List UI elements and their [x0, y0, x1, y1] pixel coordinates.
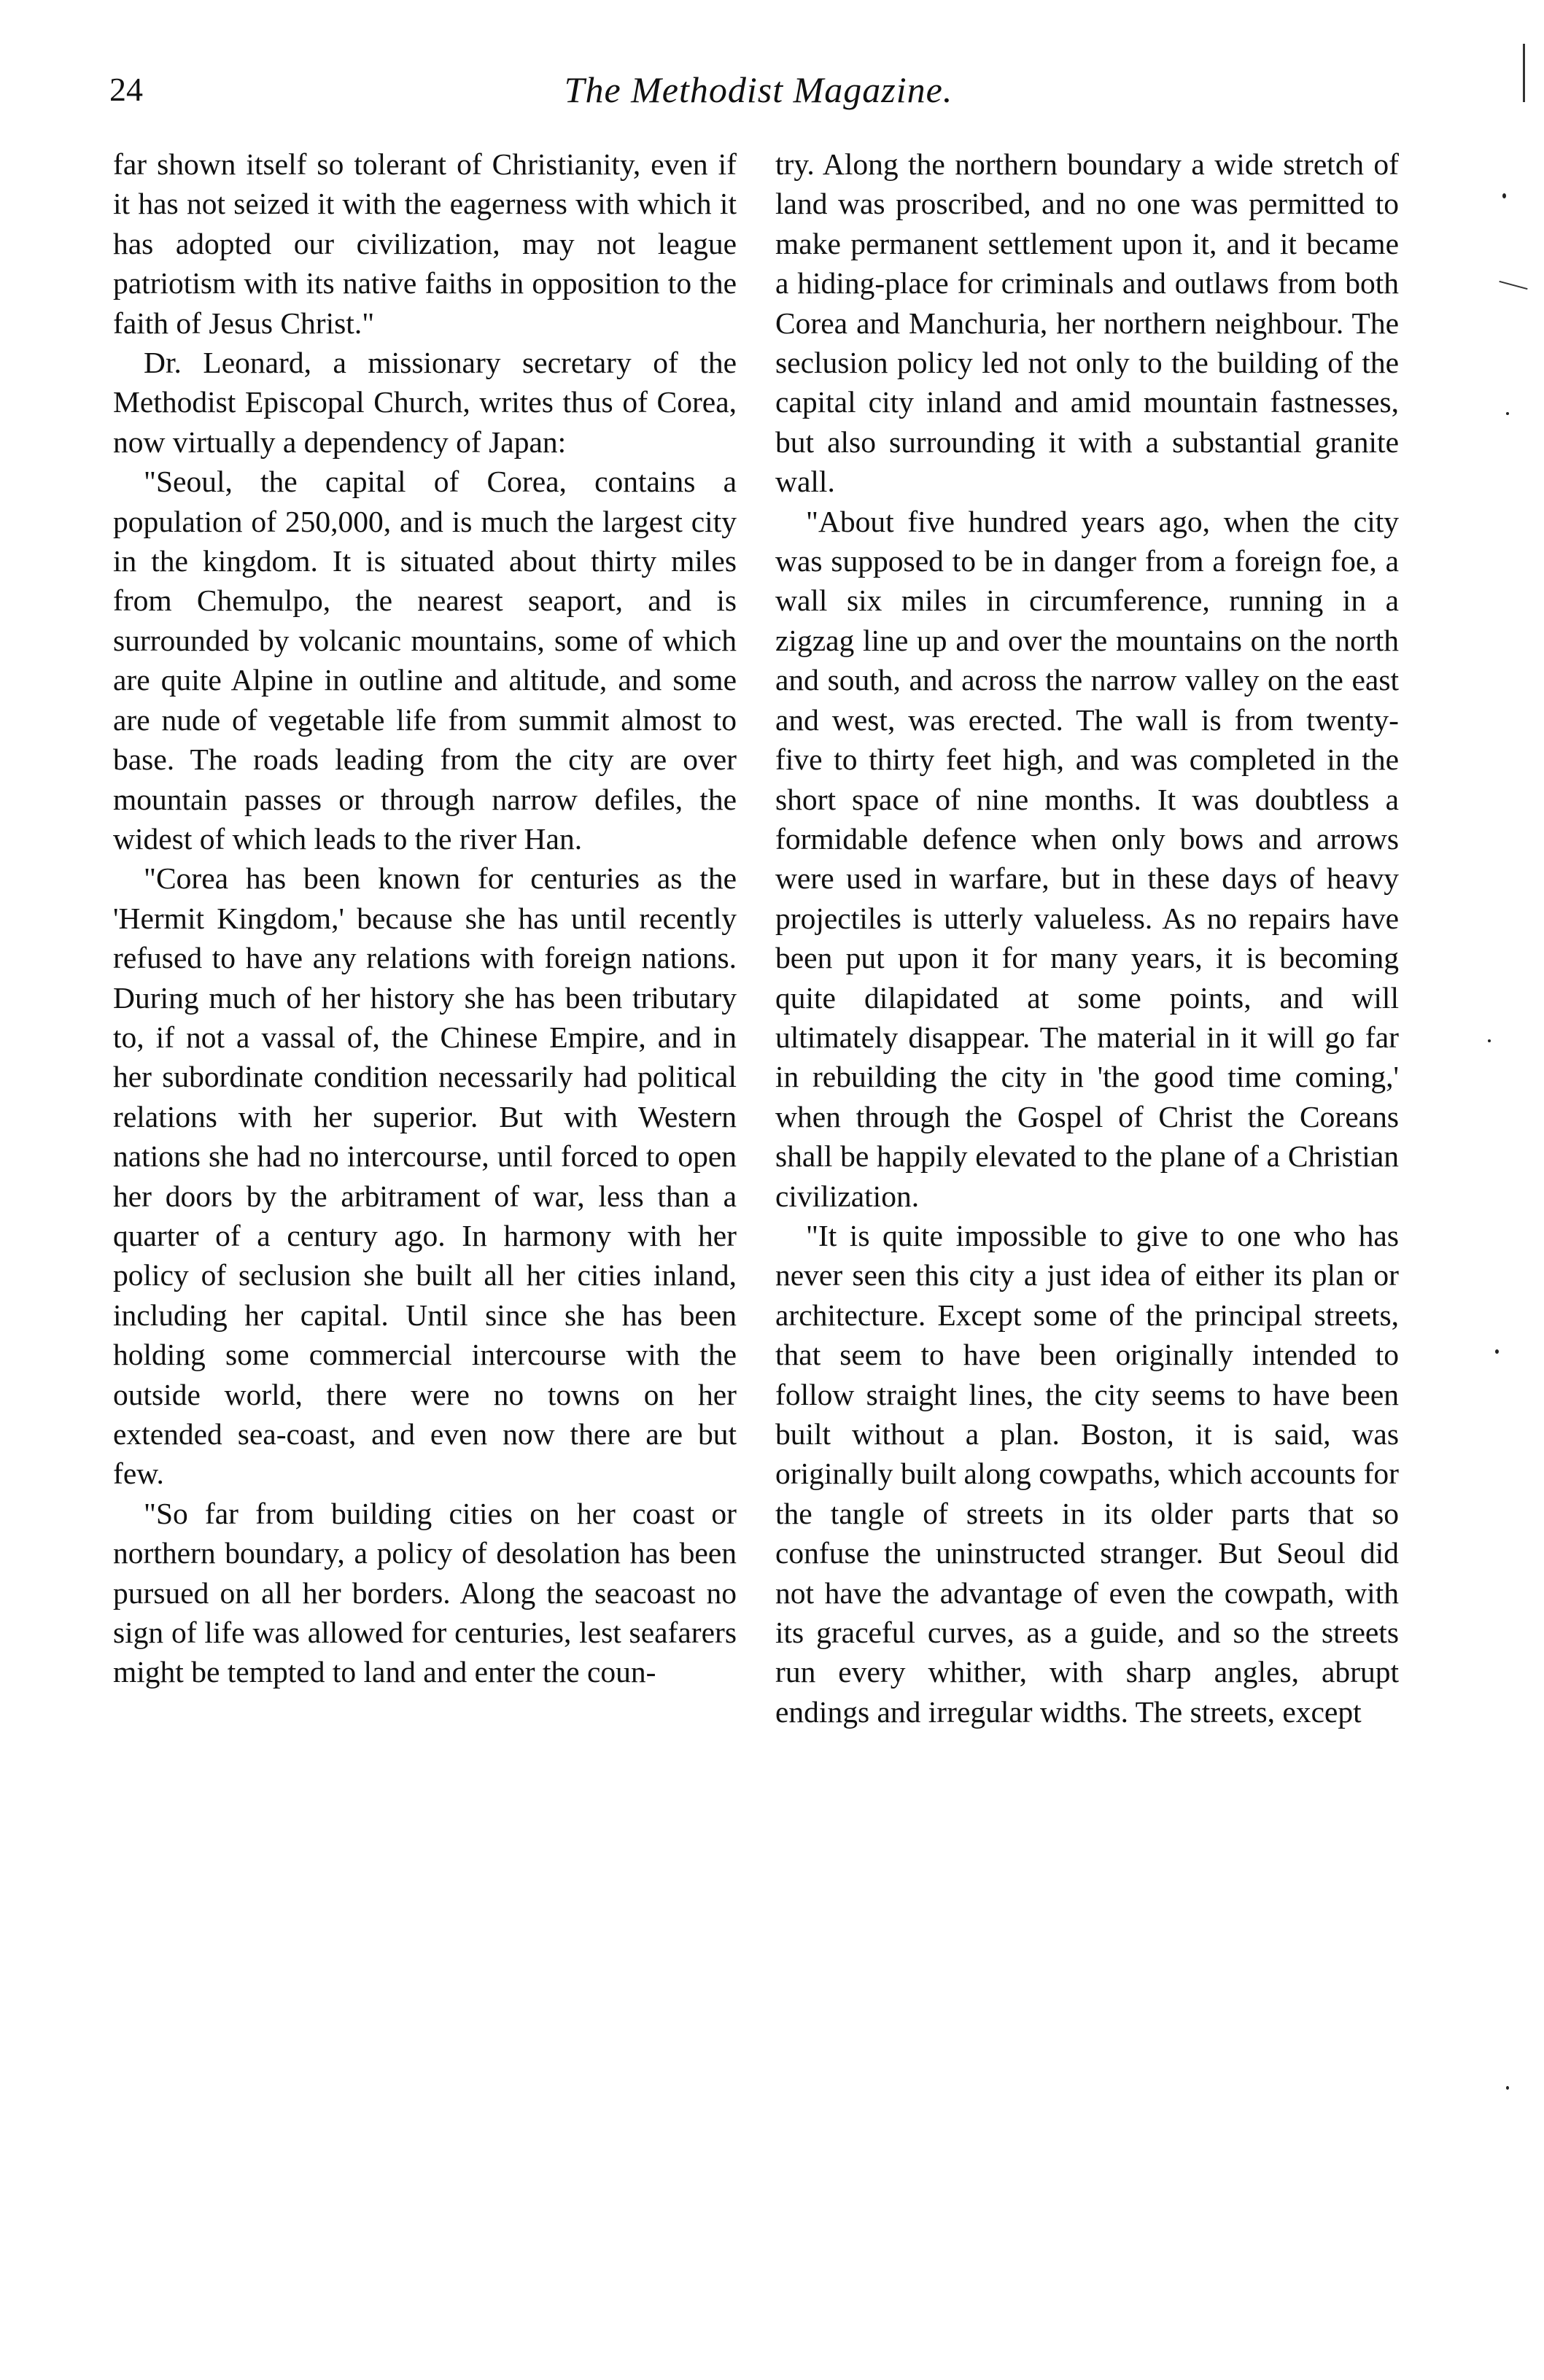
running-title: The Methodist Magazine. — [564, 69, 953, 110]
scan-margin-marks — [1473, 29, 1539, 2290]
scan-mark — [1488, 1039, 1491, 1042]
paragraph: "It is quite impossible to give to one who has never seen this city a just idea of either its plan or architecture. Except some of the principal streets, that seem to have been originally intended to follow straight lines, the city seems to have been built without a plan. Boston, it is said, was originally built along cowpaths, which accounts for the tangle of streets in its older parts that so confuse the uninstructed stranger. But Seoul did not have the advantage of even the cowpath, with its graceful curves, as a guide, and so the streets run every whither, with sharp angles, abrupt endings and irregular widths. The streets, except — [775, 1218, 1399, 1729]
paragraph: "About five hundred years ago, when the city was supposed to be in danger from a foreign foe, a wall six miles in circumference, running in a zigzag line up and over the mountains on the north and south, and across the narrow valley on the east and west, was erected. The wall is from twenty-five to thirty feet high, and was completed in the short space of nine months. It was doubtless a formidable defence when only bows and arrows were used in warfare, but in these days of heavy projectiles is utterly valueless. As no repairs have been put upon it for many years, it is becoming quite dilapidated at some points, and will ultimately disappear. The material in it will go far in rebuilding the city in 'the good time coming,' when through the Gospel of Christ the Coreans shall be happily elevated to the plane of a Christian civilization. — [775, 504, 1399, 1213]
left-column — [113, 144, 737, 1692]
page-number: 24 — [109, 71, 143, 108]
paragraph: "So far from building cities on her coast or northern boundary, a policy of desolation has been pursued on all her borders. Along the seacoast no sign of life was allowed for centuries, lest seafarers might be tempted to land and enter the coun- — [113, 1496, 737, 1689]
paragraph: try. Along the northern boundary a wide stretch of land was proscribed, and no one was permitted to make permanent settlement upon it, and it became a hiding-place for criminals and outlaws from both Corea and Manchuria, her northern neighbour. The seclusion policy led not only to the building of the capital city inland and amid mountain fastnesses, but also surrounding it with a substantial granite wall. — [775, 147, 1399, 499]
scan-mark — [1523, 44, 1525, 102]
scan-mark — [1506, 412, 1509, 415]
paragraph: "Corea has been known for centuries as the 'Hermit Kingdom,' because she has until recently refused to have any relations with foreign nations. During much of her history she has been tributary to, if not a vassal of, the Chinese Empire, and in her subordinate condition necessarily had political relations with her superior. But with Western nations she had no intercourse, until forced to open her doors by the arbitrament of war, less than a quarter of a century ago. In harmony with her policy of seclusion she built all her cities inland, including her capital. Until since she has been holding some commercial intercourse with the outside world, there were no towns on her extended sea-coast, and even now there are but few. — [113, 861, 737, 1491]
page-header — [109, 64, 1408, 115]
paragraph: Dr. Leonard, a missionary secretary of the Methodist Episcopal Church, writes thus of Corea, now virtually a dependency of Japan: — [113, 346, 737, 459]
scan-mark — [1506, 2086, 1509, 2090]
scan-mark — [1502, 193, 1506, 198]
right-column — [775, 144, 1399, 1732]
scan-mark — [1495, 1349, 1499, 1354]
paragraph: far shown itself so tolerant of Christianity, even if it has not seized it with the eagerness with which it has adopted our civilization, may not league patriotism with its native faiths in opposition to the faith of Jesus Christ." — [113, 147, 737, 340]
paragraph: "Seoul, the capital of Corea, contains a population of 250,000, and is much the largest city in the kingdom. It is situated about thirty miles from Chemulpo, the nearest seaport, and is surrounded by volcanic mountains, some of which are quite Alpine in outline and altitude, and some are nude of vegetable life from summit almost to base. The roads leading from the city are over mountain passes or through narrow defiles, the widest of which leads to the river Han. — [113, 465, 737, 856]
scan-mark — [1499, 281, 1527, 290]
